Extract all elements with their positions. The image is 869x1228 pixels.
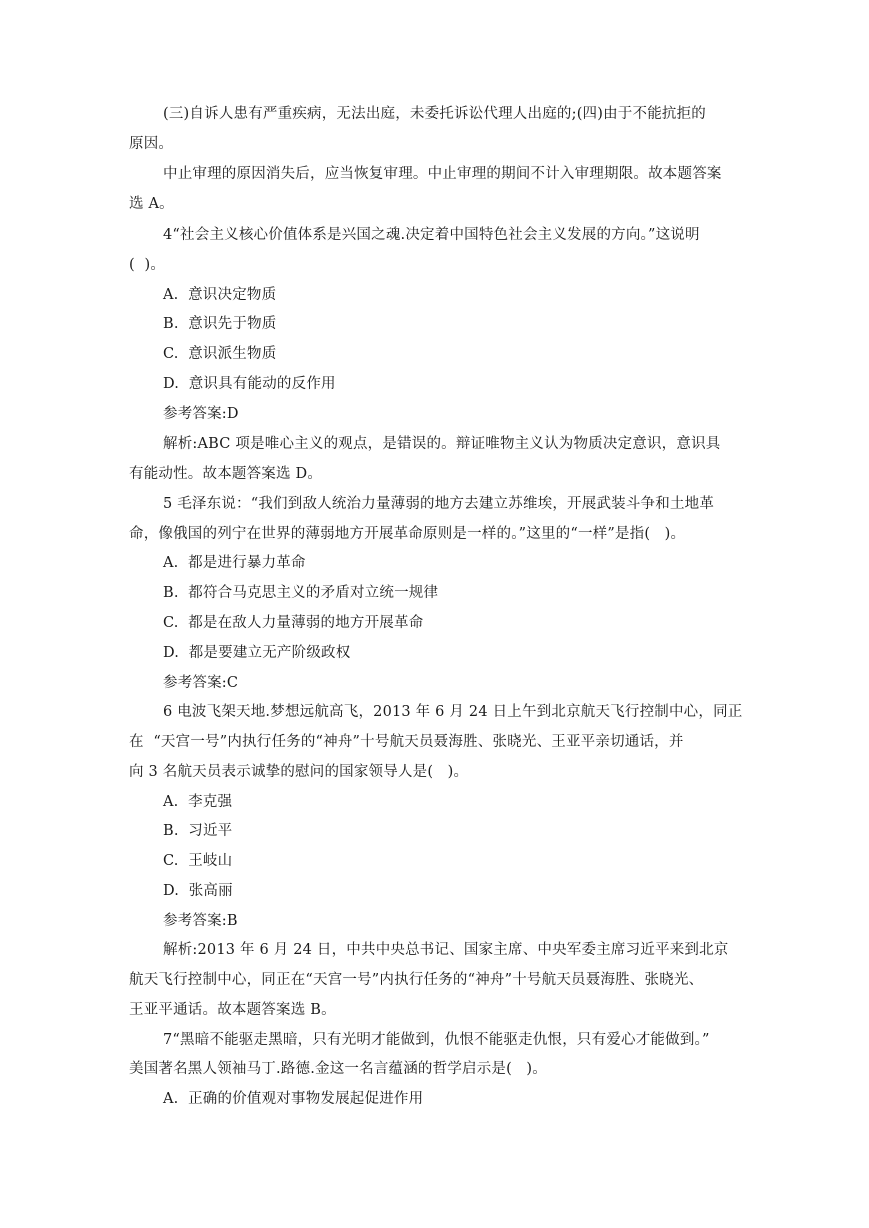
reference-answer: 参考答案:C <box>163 675 239 691</box>
question-4-stem-cont: ( )。 <box>129 257 166 273</box>
text-line: 中止审理的原因消失后，应当恢复审理。中止审理的期间不计入审理期限。故本题答案 <box>163 166 722 182</box>
option-c: C. 意识派生物质 <box>163 346 277 362</box>
text-line: (三)自诉人患有严重疾病，无法出庭，未委托诉讼代理人出庭的;(四)由于不能抗拒的 <box>163 106 707 122</box>
option-d: D. 意识具有能动的反作用 <box>163 376 336 392</box>
option-c: C. 王岐山 <box>163 853 233 869</box>
option-d: D. 都是要建立无产阶级政权 <box>163 645 351 661</box>
option-b: B. 意识先于物质 <box>163 316 277 332</box>
option-b: B. 习近平 <box>163 823 233 839</box>
option-a: A. 意识决定物质 <box>163 287 277 303</box>
question-6-stem: 6 电波飞架天地.梦想远航高飞，2013 年 6 月 24 日上午到北京航天飞行控制中心，同正 <box>163 704 743 720</box>
question-5-stem-cont: 命，像俄国的列宁在世界的薄弱地方开展革命原则是一样的。”这里的“一样”是指( )。 <box>129 526 686 542</box>
analysis: 解析:2013 年 6 月 24 日，中共中央总书记、国家主席、中央军委主席习近平来到北京 <box>163 942 729 958</box>
analysis-cont: 有能动性。故本题答案选 D。 <box>129 466 323 482</box>
question-7-stem-cont: 美国著名黑人领袖马丁.路德.金这一名言蕴涵的哲学启示是( )。 <box>129 1061 547 1077</box>
option-c: C. 都是在敌人力量薄弱的地方开展革命 <box>163 615 424 631</box>
question-7-stem: 7“黑暗不能驱走黑暗，只有光明才能做到，仇恨不能驱走仇恨，只有爱心才能做到。” <box>163 1032 710 1048</box>
reference-answer: 参考答案:B <box>163 913 238 929</box>
option-a: A. 李克强 <box>163 794 233 810</box>
option-a: A. 正确的价值观对事物发展起促进作用 <box>163 1091 424 1107</box>
option-b: B. 都符合马克思主义的矛盾对立统一规律 <box>163 585 439 601</box>
question-6-stem-cont: 向 3 名航天员表示诚挚的慰问的国家领导人是( )。 <box>129 764 469 780</box>
reference-answer: 参考答案:D <box>163 406 239 422</box>
option-a: A. 都是进行暴力革命 <box>163 555 306 571</box>
analysis-cont: 王亚平通话。故本题答案选 B。 <box>129 1002 336 1018</box>
question-6-stem-cont: 在 “天宫一号”内执行任务的“神舟”十号航天员聂海胜、张晓光、王亚平亲切通话，并 <box>129 734 684 750</box>
option-d: D. 张高丽 <box>163 883 233 899</box>
text-line: 原因。 <box>129 136 174 152</box>
text-line: 选 A。 <box>129 196 174 212</box>
question-5-stem: 5 毛泽东说：“我们到敌人统治力量薄弱的地方去建立苏维埃，开展武装斗争和土地革 <box>163 496 715 512</box>
analysis: 解析:ABC 项是唯心主义的观点，是错误的。辩证唯物主义认为物质决定意识，意识具 <box>163 436 721 452</box>
question-4-stem: 4“社会主义核心价值体系是兴国之魂.决定着中国特色社会主义发展的方向。”这说明 <box>163 227 700 243</box>
analysis-cont: 航天飞行控制中心，同正在“天宫一号”内执行任务的“神舟”十号航天员聂海胜、张晓光、 <box>129 972 704 988</box>
